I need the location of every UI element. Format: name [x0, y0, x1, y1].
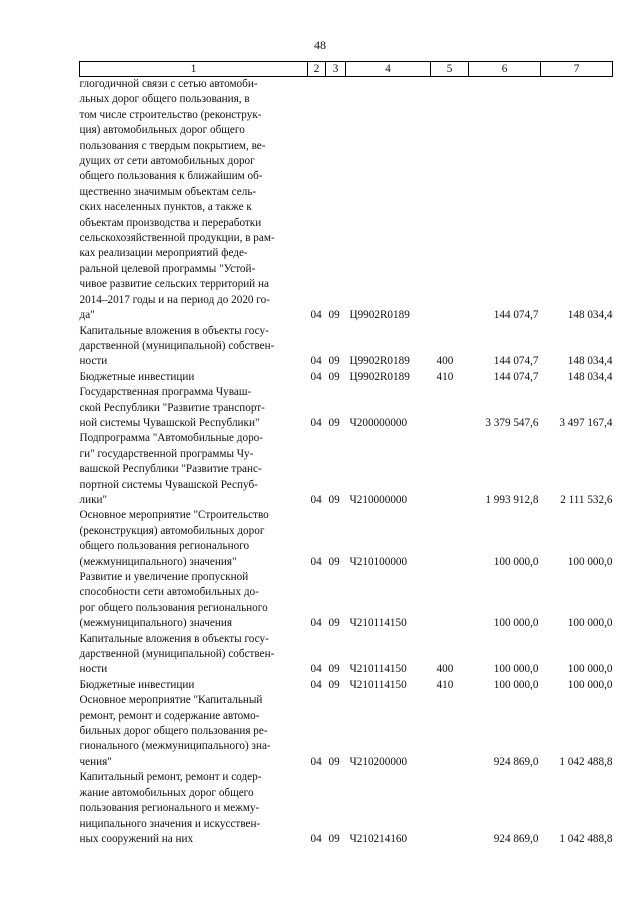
page-number: 48 — [314, 38, 326, 52]
description-line: ности — [79, 355, 108, 368]
row-description — [80, 324, 308, 370]
header-col-7: 7 — [541, 62, 613, 77]
row-amount-year-2: 100 000,0 — [567, 663, 613, 676]
row-expense-type — [431, 77, 469, 324]
description-line: Основное мероприятие "Строительство — [79, 509, 269, 522]
row-section-code: 04 — [310, 370, 322, 383]
row-target-article: Ч210114150 — [349, 678, 407, 691]
row-subsection-code: 09 — [328, 755, 340, 768]
description-line: Подпрограмма "Автомобильные доро- — [79, 432, 263, 445]
row-description — [80, 77, 308, 324]
description-line: гионального (межмуниципального) зна- — [79, 740, 271, 753]
description-line: общего пользования к ближайшим об- — [79, 170, 263, 183]
description-line: Бюджетные инвестиции — [79, 370, 195, 383]
description-line: Капитальные вложения в объекты госу- — [79, 324, 269, 337]
row-amount-year-1: 144 074,7 — [493, 370, 539, 383]
description-line: рог общего пользования регионального — [79, 601, 268, 614]
table-row — [80, 632, 613, 678]
row-description — [80, 385, 308, 431]
row-target-article: Ч210214160 — [349, 832, 408, 845]
description-line: ремонт, ремонт и содержание автомо- — [79, 709, 260, 722]
header-col-2: 2 — [308, 62, 326, 77]
row-subsection-code: 09 — [328, 832, 340, 845]
row-amount-year-1: 100 000,0 — [493, 617, 539, 630]
row-target-article: Ц9902R0189 — [349, 309, 410, 322]
row-section-code: 04 — [310, 832, 322, 845]
row-target-article: Ч210114150 — [349, 663, 407, 676]
table-row — [80, 431, 613, 508]
row-description — [80, 693, 308, 770]
row-subsection-code: 09 — [328, 617, 340, 630]
row-expense-type — [431, 508, 469, 570]
row-amount-year-1: 144 074,7 — [493, 355, 539, 368]
table-row — [80, 770, 613, 847]
row-section-code: 04 — [310, 617, 322, 630]
row-amount-year-2: 148 034,4 — [567, 370, 613, 383]
description-line: том числе строительство (реконструк- — [79, 108, 262, 121]
description-line: дарственной (муниципальной) собствен- — [79, 339, 275, 352]
row-expense-type: 410 — [436, 678, 454, 691]
row-amount-year-1: 100 000,0 — [493, 678, 539, 691]
description-line: ности — [79, 663, 108, 676]
row-description — [80, 770, 308, 847]
row-expense-type: 400 — [436, 663, 454, 676]
row-subsection-code: 09 — [328, 555, 340, 568]
table-row — [80, 324, 613, 370]
row-amount-year-2: 3 497 167,4 — [559, 416, 613, 429]
table-body — [80, 77, 613, 848]
description-line: ках реализации мероприятий феде- — [79, 247, 248, 260]
description-line: вашской Республики "Развитие транс- — [79, 463, 262, 476]
row-amount-year-1: 924 869,0 — [493, 832, 539, 845]
description-line: (межмуниципального) значения — [79, 617, 232, 630]
description-line: 2014–2017 годы и на период до 2020 го- — [79, 293, 270, 306]
description-line: Государственная программа Чуваш- — [79, 386, 252, 399]
description-line: жание автомобильных дорог общего — [79, 786, 254, 799]
row-amount-year-2: 2 111 532,6 — [560, 493, 613, 506]
description-line: да" — [79, 309, 95, 322]
description-line: ги" государственной программы Чу- — [79, 447, 254, 460]
row-subsection-code: 09 — [328, 309, 340, 322]
description-line: сельскохозяйственной продукции, в рам- — [79, 232, 275, 245]
description-line: пользования с твердым покрытием, ве- — [79, 139, 266, 152]
description-line: Капитальный ремонт, ремонт и содер- — [79, 771, 262, 784]
description-line: щественно значимым объектам сель- — [79, 185, 257, 198]
row-amount-year-1: 1 993 912,8 — [485, 493, 539, 506]
description-line: объектам производства и переработки — [79, 216, 262, 229]
table-row — [80, 508, 613, 570]
row-subsection-code: 09 — [328, 370, 340, 383]
row-target-article: Ч210114150 — [349, 617, 407, 630]
row-section-code: 04 — [310, 678, 322, 691]
description-line: общего пользования регионального — [79, 540, 250, 553]
row-expense-type — [431, 385, 469, 431]
row-subsection-code: 09 — [328, 678, 340, 691]
budget-table — [79, 61, 613, 847]
row-amount-year-2: 148 034,4 — [567, 309, 613, 322]
row-target-article: Ц9902R0189 — [349, 370, 410, 383]
row-section-code: 04 — [310, 493, 322, 506]
description-line: чения" — [79, 755, 112, 768]
row-expense-type: 410 — [436, 370, 454, 383]
row-expense-type: 400 — [436, 355, 454, 368]
description-line: льных дорог общего пользования, в — [79, 93, 250, 106]
row-section-code: 04 — [310, 355, 322, 368]
row-amount-year-1: 924 869,0 — [493, 755, 539, 768]
description-line: ной системы Чувашской Республики" — [79, 416, 260, 429]
row-subsection-code: 09 — [328, 663, 340, 676]
row-target-article: Ч200000000 — [349, 416, 408, 429]
row-amount-year-2: 100 000,0 — [567, 678, 613, 691]
row-section-code: 04 — [310, 309, 322, 322]
row-expense-type — [431, 770, 469, 847]
table-row — [80, 570, 613, 632]
header-col-5: 5 — [431, 62, 469, 77]
description-line: Бюджетные инвестиции — [79, 678, 195, 691]
row-expense-type — [431, 693, 469, 770]
row-amount-year-2: 100 000,0 — [567, 555, 613, 568]
row-description — [80, 632, 308, 678]
description-line: ральной целевой программы "Устой- — [79, 262, 256, 275]
row-target-article: Ч210100000 — [349, 555, 408, 568]
header-col-4: 4 — [346, 62, 431, 77]
row-amount-year-1: 100 000,0 — [493, 555, 539, 568]
description-line: глогодичной связи с сетью автомоби- — [79, 78, 258, 90]
description-line: ских населенных пунктов, а также к — [79, 201, 252, 214]
row-amount-year-1: 144 074,7 — [493, 309, 539, 322]
description-line: Основное мероприятие "Капитальный — [79, 694, 263, 707]
description-line: Развитие и увеличение пропускной — [79, 571, 249, 583]
row-section-code: 04 — [310, 755, 322, 768]
row-amount-year-1: 3 379 547,6 — [485, 416, 539, 429]
table-row — [80, 77, 613, 324]
row-amount-year-2: 100 000,0 — [567, 617, 613, 630]
header-row — [80, 62, 613, 77]
row-expense-type — [431, 431, 469, 508]
description-line: чивое развитие сельских территорий на — [79, 278, 269, 291]
description-line: (межмуниципального) значения" — [79, 555, 237, 568]
table-row — [80, 678, 613, 693]
table-row — [80, 385, 613, 431]
row-description — [80, 678, 308, 693]
header-col-1: 1 — [80, 62, 308, 77]
row-target-article: Ч210000000 — [349, 493, 408, 506]
row-amount-year-2: 1 042 488,8 — [559, 832, 613, 845]
row-subsection-code: 09 — [328, 355, 340, 368]
header-col-3: 3 — [326, 62, 346, 77]
description-line: ской Республики "Развитие транспорт- — [79, 401, 265, 414]
description-line: лики" — [79, 493, 108, 506]
description-line: способности сети автомобильных до- — [79, 586, 259, 599]
row-section-code: 04 — [310, 663, 322, 676]
row-description — [80, 431, 308, 508]
row-description — [80, 570, 308, 632]
row-amount-year-1: 100 000,0 — [493, 663, 539, 676]
row-description — [80, 508, 308, 570]
row-section-code: 04 — [310, 416, 322, 429]
description-line: ция) автомобильных дорог общего — [79, 124, 245, 137]
description-line: портной системы Чувашской Респуб- — [79, 478, 258, 491]
row-target-article: Ц9902R0189 — [349, 355, 410, 368]
row-amount-year-2: 1 042 488,8 — [559, 755, 613, 768]
table-row — [80, 370, 613, 385]
description-line: дарственной (муниципальной) собствен- — [79, 648, 275, 661]
row-amount-year-2: 148 034,4 — [567, 355, 613, 368]
description-line: ных сооружений на них — [79, 832, 194, 845]
row-section-code: 04 — [310, 555, 322, 568]
table-row — [80, 693, 613, 770]
description-line: бильных дорог общего пользования ре- — [79, 725, 268, 738]
description-line: дущих от сети автомобильных дорог — [79, 155, 255, 168]
header-col-6: 6 — [469, 62, 541, 77]
description-line: (реконструкция) автомобильных дорог — [79, 524, 265, 537]
row-subsection-code: 09 — [328, 416, 340, 429]
row-description — [80, 370, 308, 385]
description-line: Капитальные вложения в объекты госу- — [79, 632, 269, 645]
row-target-article: Ч210200000 — [349, 755, 408, 768]
description-line: ниципального значения и искусствен- — [79, 817, 261, 830]
row-expense-type — [431, 570, 469, 632]
description-line: пользования регионального и межму- — [79, 802, 260, 815]
row-subsection-code: 09 — [328, 493, 340, 506]
